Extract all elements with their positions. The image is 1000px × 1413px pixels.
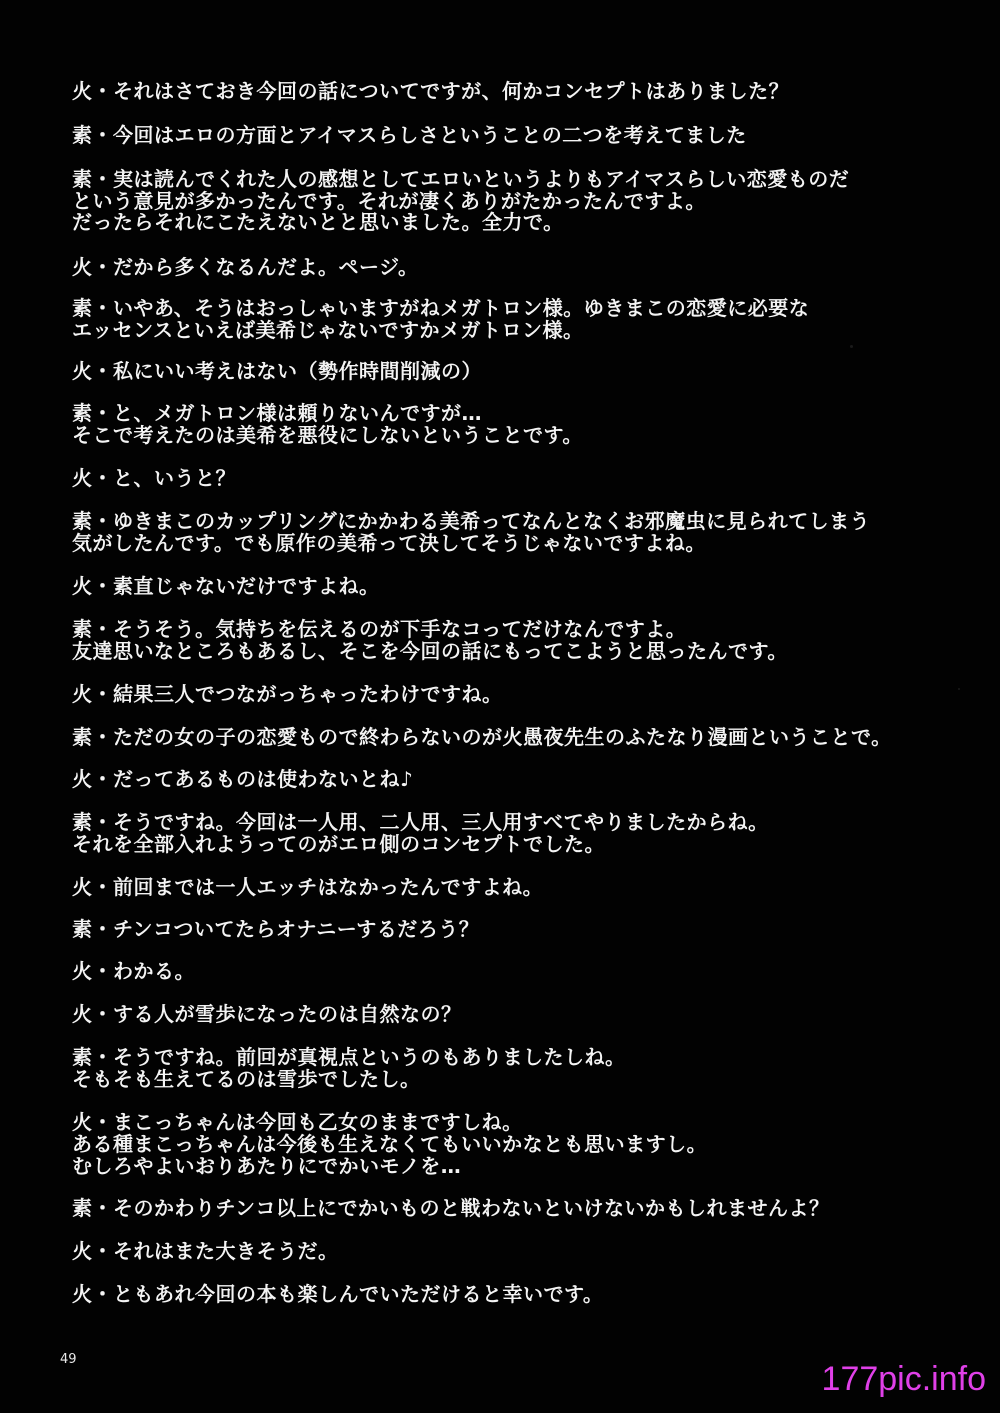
dialogue-line: 素・そうですね。今回は一人用、二人用、三人用すべてやりましたからね。 bbox=[72, 810, 769, 834]
dialogue-line: 火・だってあるものは使わないとね♪ bbox=[72, 767, 414, 791]
dialogue-line: 素・実は読んでくれた人の感想としてエロいというよりもアイマスらしい恋愛ものだ bbox=[72, 167, 850, 191]
dialogue-line: 火・わかる。 bbox=[72, 959, 195, 983]
dialogue-line: 火・だから多くなるんだよ。ページ。 bbox=[72, 255, 419, 279]
dialogue-line: そこで考えたのは美希を悪役にしないということです。 bbox=[72, 423, 583, 447]
dialogue-line: 気がしたんです。でも原作の美希って決してそうじゃないですよね。 bbox=[72, 531, 706, 555]
site-watermark: 177pic.info bbox=[821, 1360, 986, 1398]
dialogue-line: 火・私にいい考えはない（勢作時間削減の） bbox=[72, 359, 482, 383]
dialogue-line: それを全部入れようってのがエロ側のコンセプトでした。 bbox=[72, 832, 605, 856]
page-number: 49 bbox=[60, 1352, 77, 1367]
dialogue-line: むしろやよいおりあたりにでかいモノを… bbox=[72, 1154, 462, 1178]
dialogue-line: 素・そうそう。気持ちを伝えるのが下手なコってだけなんですよ。 bbox=[72, 617, 687, 641]
dialogue-line: 素・ゆきまこのカップリングにかかわる美希ってなんとなくお邪魔虫に見られてしまう bbox=[72, 509, 871, 533]
dialogue-line: 素・チンコついてたらオナニーするだろう？ bbox=[72, 917, 480, 941]
dialogue-line: だったらそれにこたえないとと思いました。全力で。 bbox=[72, 210, 564, 234]
dialogue-line: 火・素直じゃないだけですよね。 bbox=[72, 574, 380, 598]
dialogue-line: という意見が多かったんです。それが凄くありがたかったんですよ。 bbox=[72, 189, 706, 213]
dialogue-line: 素・ただの女の子の恋愛もので終わらないのが火愚夜先生のふたなり漫画ということで。 bbox=[72, 725, 892, 749]
dialogue-line: 火・前回までは一人エッチはなかったんですよね。 bbox=[72, 875, 544, 899]
dialogue-line: 火・と、いうと？ bbox=[72, 466, 236, 490]
dialogue-line: 火・それはまた大きそうだ。 bbox=[72, 1239, 339, 1263]
dialogue-line: 素・今回はエロの方面とアイマスらしさということの二つを考えてました bbox=[72, 123, 747, 147]
dialogue-line: ある種まこっちゃんは今後も生えなくてもいいかなとも思いますし。 bbox=[72, 1132, 708, 1156]
paper-speck bbox=[958, 688, 960, 690]
dialogue-line: 素・そうですね。前回が真視点というのもありましたしね。 bbox=[72, 1045, 626, 1069]
dialogue-line: 火・結果三人でつながっちゃったわけですね。 bbox=[72, 682, 503, 706]
dialogue-line: 火・それはさておき今回の話についてですが、何かコンセプトはありました？ bbox=[72, 79, 790, 103]
dialogue-line: 素・いやあ、そうはおっしゃいますがねメガトロン様。ゆきまこの恋愛に必要な bbox=[72, 296, 810, 320]
dialogue-line: エッセンスといえば美希じゃないですかメガトロン様。 bbox=[72, 318, 584, 342]
dialogue-line: 火・ともあれ今回の本も楽しんでいただけると幸いです。 bbox=[72, 1282, 604, 1306]
dialogue-line: 友達思いなところもあるし、そこを今回の話にもってこようと思ったんです。 bbox=[72, 639, 788, 663]
dialogue-line: 素・そのかわりチンコ以上にでかいものと戦わないといけないかもしれませんよ？ bbox=[72, 1196, 830, 1220]
dialogue-line: そもそも生えてるのは雪歩でしたし。 bbox=[72, 1067, 421, 1091]
dialogue-line: 火・まこっちゃんは今回も乙女のままですしね。 bbox=[72, 1110, 523, 1134]
dialogue-line: 素・と、メガトロン様は頼りないんですが… bbox=[72, 401, 482, 425]
dialogue-line: 火・する人が雪歩になったのは自然なの？ bbox=[72, 1002, 462, 1026]
paper-speck bbox=[850, 345, 853, 348]
